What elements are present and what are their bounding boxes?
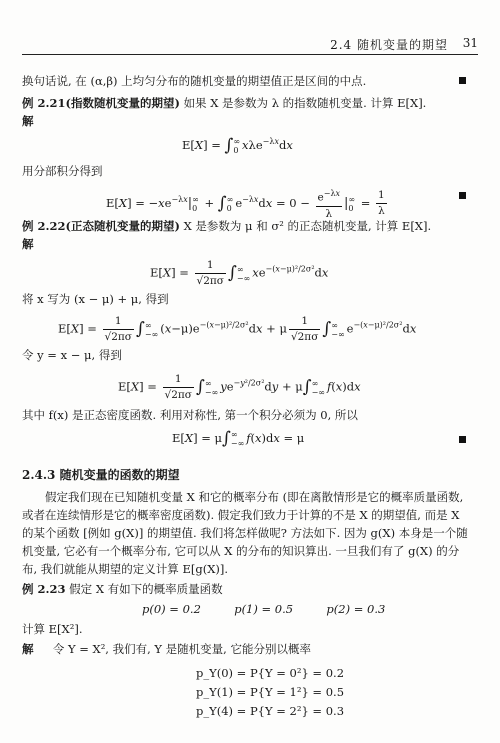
equation-3: E[X] = $\frac{1}{√2\pi\sigma}$ ∫∞ −∞ $xe^{-(x-\mu)^2/2\sigma^2}dx$ xyxy=(150,259,329,287)
equation-1: E[X] = ∫∞ 0 xλe$^{-\lambda x}$dx xyxy=(182,135,293,156)
example-text: X 是参数为 μ 和 σ² 的正态随机变量, 计算 E[X]. xyxy=(183,219,432,233)
running-head: 2.4 随机变量的期望 xyxy=(330,38,448,52)
example-text: 如果 X 是参数为 λ 的指数随机变量. 计算 E[X]. xyxy=(183,96,427,110)
paragraph-2: 用分部积分得到 xyxy=(22,164,103,178)
example-label: 例 2.22(正态随机变量的期望) xyxy=(22,219,180,233)
py-line: p_Y(4) = P{Y = 2²} = 0.3 xyxy=(196,704,345,718)
qed-mark xyxy=(459,77,466,84)
solution-paragraph xyxy=(22,642,311,657)
example-label: 例 2.21(指数随机变量的期望) xyxy=(22,96,180,110)
qed-mark xyxy=(459,192,466,199)
equation-4: E[X] = $\frac{1}{√2\pi\sigma}$ ∫∞ −∞ $(x-\mu)e^{-(x-\mu)^2/2\sigma^2}dx + \mu$ $\frac{1}{√2\pi\sigma}$ ∫∞ −∞ $e^{-(x-\mu)^2/2\sigma^2}dx$ xyxy=(58,315,417,343)
solution-text: 令 Y = X², 我们有, Y 是随机变量, 它能分别以概率 xyxy=(52,642,311,656)
solution-label: 解 xyxy=(22,237,34,251)
example-2-23 xyxy=(22,582,223,597)
paragraph-3: 将 x 写为 (x − μ) + μ, 得到 xyxy=(22,292,169,306)
subsection-heading: 2.4.3 随机变量的函数的期望 xyxy=(22,468,180,482)
page-number: 31 xyxy=(462,36,478,50)
pmf-row xyxy=(142,602,385,617)
equation-5: E[X] = $\frac{1}{√2\pi\sigma}$ ∫∞ −∞ $ye^{-y^2/2\sigma^2}dy + \mu\int\infty$ −∞ f(x)dx xyxy=(118,373,361,401)
solution-label: 解 xyxy=(22,642,34,656)
py-line: p_Y(1) = P{Y = 1²} = 0.5 xyxy=(196,685,345,699)
paragraph-4: 令 y = x − μ, 得到 xyxy=(22,348,122,362)
paragraph-6: 假定我们现在已知随机变量 X 和它的概率分布 (即在离散情形是它的概率质量函数, 或者在连续情形是它的概率密度函数). 假定我们致力于计算的不是 X 的期望值, 而是 X 的某个函数 [例如 g(X)] 的期望值. 我们将怎样做呢? 方法如下. 因为 g(X) 本身是一个随机变量, 它必有一个概率分布, 它可以从 X 的分布的知识算出. 一旦我们有了 g(X) 的分布, 我们就能从期望的定义计算 E[g(X)]. xyxy=(22,490,468,576)
equation-2: $E[X] = -xe^{-\lambda x}|\infty$ 0 + ∫∞ 0 $e^{-\lambda x}dx = 0$ − $\frac{e^{-\lambda x}}{\lambda}$ |∞ 0 = $\frac{1}{\lambda}$ xyxy=(106,186,389,222)
pmf-value: p(2) = 0.3 xyxy=(326,602,386,616)
paragraph-7: 计算 E[X²]. xyxy=(22,622,83,636)
example-text: 假定 X 有如下的概率质量函数 xyxy=(69,582,223,596)
paragraph-1: 换句话说, 在 (α,β) 上均匀分布的随机变量的期望值正是区间的中点. xyxy=(22,74,367,88)
example-label: 例 2.23 xyxy=(22,582,66,596)
example-2-21 xyxy=(22,96,426,111)
pmf-value: p(1) = 0.5 xyxy=(234,602,294,616)
qed-mark xyxy=(459,436,466,443)
py-list xyxy=(196,664,344,721)
solution-label: 解 xyxy=(22,114,34,128)
pmf-value: p(0) = 0.2 xyxy=(142,602,201,616)
equation-6: E[X] = μ∫∞ −∞ f(x)dx = μ xyxy=(172,428,305,449)
example-2-22 xyxy=(22,219,431,234)
paragraph-5: 其中 f(x) 是正态密度函数. 利用对称性, 第一个积分必须为 0, 所以 xyxy=(22,408,358,422)
page-header xyxy=(22,34,478,55)
py-line: p_Y(0) = P{Y = 0²} = 0.2 xyxy=(196,666,345,680)
